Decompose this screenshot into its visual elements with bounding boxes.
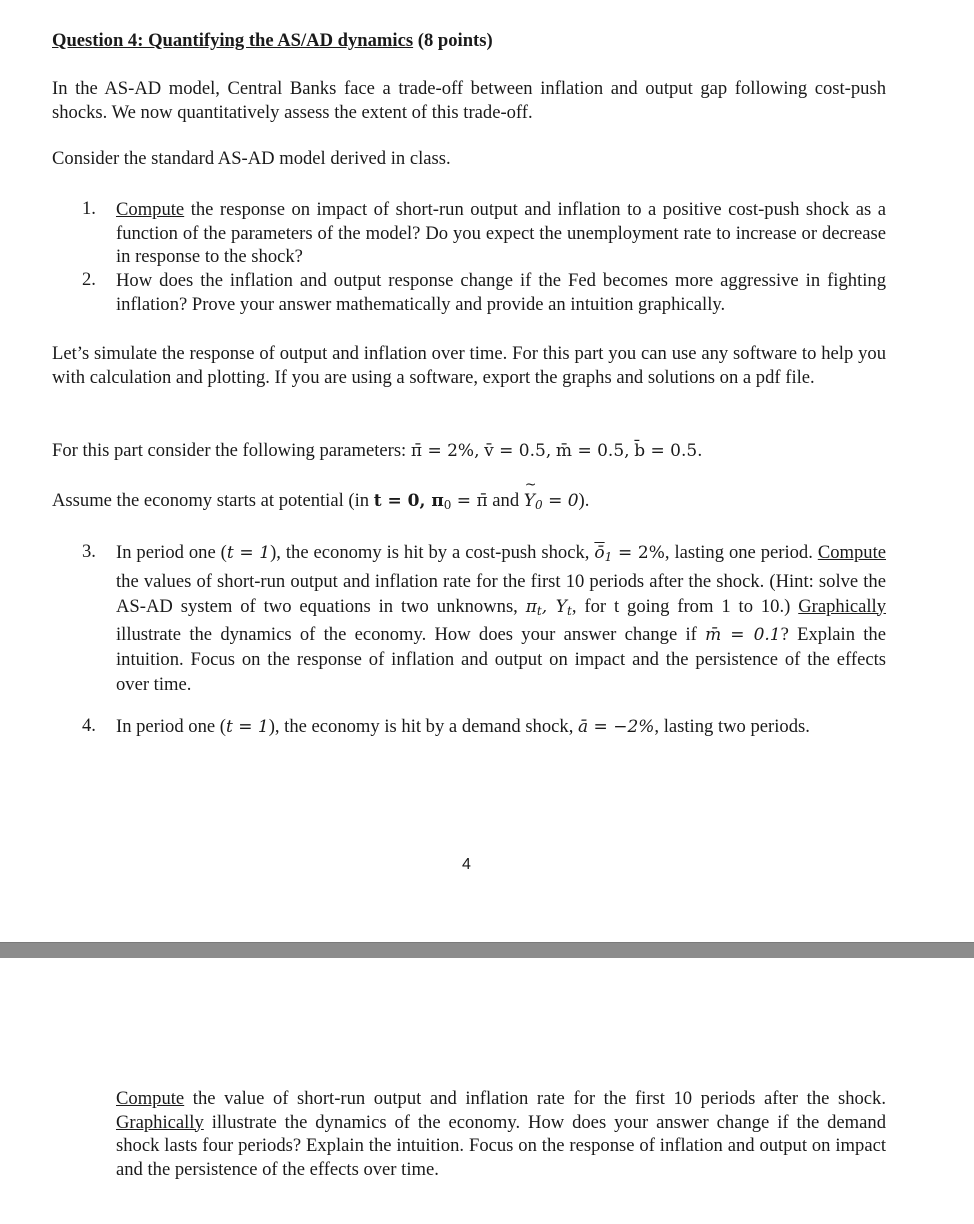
compute-keyword: Compute	[817, 542, 887, 563]
item-text: the response on impact of short-run output and inflation to a positive cost-push shock as a function of the parameters of the model? Do you expect the unemployment rate to increase or decrease in response to the shock?	[116, 199, 886, 267]
graphically-keyword: Graphically	[798, 595, 887, 617]
list-number: 1.	[82, 198, 96, 219]
math-m-bar-value: m̄ = 0.1	[705, 625, 781, 646]
item-text: ? Explain the intuition. Focus on the response of inflation and output on impact and the persistence of the effects over time.	[116, 624, 886, 695]
list-item-4	[82, 715, 886, 740]
math-t1: t = 1	[226, 543, 271, 563]
math-eq-zero: = 0	[542, 491, 579, 511]
item-text: ), the economy is hit by a cost-push shock,	[270, 542, 590, 563]
math-y-t: , Y	[541, 596, 568, 617]
item-text: the value of short-run output and inflation rate for the first 10 periods after the shock.	[184, 1088, 886, 1109]
math-eq-pibar: = π̄	[451, 491, 488, 511]
page-number: 4	[462, 856, 471, 873]
graphically-keyword: Graphically	[116, 1111, 204, 1133]
math-sub: t	[567, 603, 572, 618]
item-text: ), the economy is hit by a demand shock,	[268, 716, 574, 737]
item-text: , for t going from 1 to 10.)	[571, 595, 791, 617]
param-b-bar: b̄ = 0.5.	[634, 441, 703, 461]
compute-keyword: Compute	[116, 199, 185, 220]
assume-and: and	[487, 490, 524, 511]
list-item-2	[82, 269, 886, 316]
parameters-line	[52, 440, 703, 462]
intro-paragraph: In the AS-AD model, Central Banks face a trade-off between inflation and output gap following cost-push shocks. We now quantitatively assess the extent of this trade-off.	[52, 78, 886, 123]
item-text: How does the inflation and output response change if the Fed becomes more aggressive in fighting inflation? Prove your answer mathematically and provide an intuition graphically.	[116, 270, 886, 315]
math-sub: 1	[604, 550, 613, 564]
question-title	[52, 30, 493, 52]
param-v-bar: v̄ = 0.5,	[484, 441, 552, 461]
list-number: 4.	[82, 715, 96, 736]
param-m-bar: m̄ = 0.5,	[555, 441, 630, 461]
simulation-paragraph: Let’s simulate the response of output and inflation over time. For this part you can use any software to help you with calculation and plotting. If you are using a software, export the graphs and solutions on a pdf file.	[52, 343, 886, 388]
item-text: illustrate the dynamics of the economy. How does your answer change if	[116, 624, 697, 646]
math-t1: t = 1	[225, 717, 269, 737]
list-number: 3.	[82, 541, 96, 562]
assume-prefix: Assume the economy starts at potential (in	[52, 490, 370, 511]
item-text: , lasting one period.	[664, 542, 813, 563]
assume-suffix: ).	[578, 490, 590, 511]
initial-condition-line	[52, 490, 589, 512]
param-pi-bar: π̄ = 2%,	[410, 441, 480, 461]
item-4-continuation	[116, 1087, 886, 1181]
item-text: In period one (	[116, 716, 226, 737]
math-o-bar: $\overline{ō}$	[594, 543, 605, 563]
math-a-bar-value: ā = −2%	[578, 717, 655, 737]
math-sub: t	[536, 603, 542, 618]
intro-model-line: Consider the standard AS-AD model derived in class.	[52, 148, 451, 169]
compute-keyword: Compute	[116, 1088, 185, 1109]
list-item-1	[82, 198, 886, 269]
item-text: illustrate the dynamics of the economy. How does your answer change if the demand shock lasts four periods? Explain the intuition. Focus on the response of inflation and output on impact and the persistence of the effects over time.	[116, 1111, 886, 1180]
list-item-3	[82, 541, 886, 698]
list-number: 2.	[82, 269, 96, 290]
item-text: , lasting two periods.	[654, 716, 810, 737]
math-sub: 0	[535, 498, 543, 512]
question-title-text: Question 4: Quantifying the AS/AD dynamics	[52, 30, 414, 51]
math-shock-value: = 2%	[612, 543, 665, 563]
item-text: the values of short-run output and inflation rate for the first 10 periods after the shock. (Hint: solve the AS-AD system of two equations in two unknowns,	[116, 570, 886, 617]
math-t0	[374, 491, 488, 511]
math-sub: 0	[443, 498, 452, 512]
math-y-tilde: ~ Y	[524, 491, 535, 511]
item-text: In period one (	[116, 542, 227, 563]
math-pi-t: π	[525, 596, 537, 617]
question-points: (8 points)	[417, 30, 493, 51]
math-t0-pi: t = 0, π	[373, 491, 444, 511]
parameters-prefix: For this part consider the following parameters:	[52, 440, 407, 461]
